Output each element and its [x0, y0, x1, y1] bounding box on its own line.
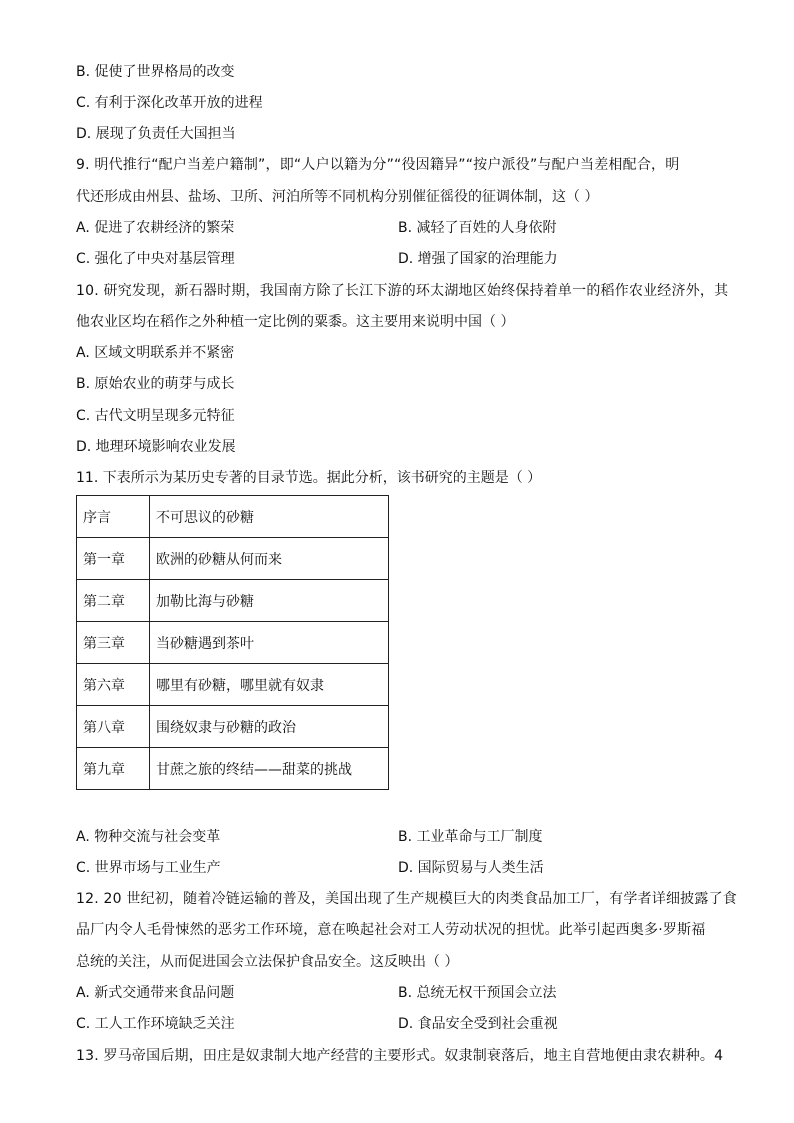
chapter-title: 当砂糖遇到茶叶	[150, 622, 389, 664]
chapter-label: 第二章	[77, 580, 150, 622]
q11-option-c: C. 世界市场与工业生产	[76, 860, 221, 876]
table-row	[77, 622, 389, 664]
chapter-title: 哪里有砂糖，哪里就有奴隶	[150, 664, 389, 706]
chapter-title: 欧洲的砂糖从何而来	[150, 538, 389, 580]
q11-option-d: D. 国际贸易与人类生活	[398, 860, 544, 876]
q12-option-c: C. 工人工作环境缺乏关注	[76, 1016, 235, 1032]
table-row	[77, 748, 389, 790]
table-row	[77, 664, 389, 706]
chapter-label: 第一章	[77, 538, 150, 580]
q13-stem-line1: 13. 罗马帝国后期，田庄是奴隶制大地产经营的主要形式。奴隶制衰落后，地主自营地便由隶农耕种。4	[76, 1048, 724, 1064]
q9-stem-line2: 代还形成由州县、盐场、卫所、河泊所等不同机构分别催征徭役的征调体制，这（ ）	[76, 189, 599, 205]
chapter-title: 不可思议的砂糖	[150, 496, 389, 538]
chapter-label: 第三章	[77, 622, 150, 664]
table-row	[77, 496, 389, 538]
table-row	[77, 538, 389, 580]
q8-option-b: B. 促使了世界格局的改变	[76, 64, 235, 80]
chapter-title: 围绕奴隶与砂糖的政治	[150, 706, 389, 748]
chapter-label: 第九章	[77, 748, 150, 790]
q12-stem-line2: 品厂内令人毛骨悚然的恶劣工作环境，意在唤起社会对工人劳动状况的担忧。此举引起西奥多·罗斯福	[76, 922, 706, 938]
q12-stem-line1: 12. 20 世纪初，随着冷链运输的普及，美国出现了生产规模巨大的肉类食品加工厂，有学者详细披露了食	[76, 891, 737, 907]
chapter-label: 第八章	[77, 706, 150, 748]
q9-option-d: D. 增强了国家的治理能力	[398, 251, 558, 267]
q12-stem-line3: 总统的关注，从而促进国会立法保护食品安全。这反映出（ ）	[76, 954, 459, 970]
q10-option-b: B. 原始农业的萌芽与成长	[76, 376, 235, 392]
q9-option-c: C. 强化了中央对基层管理	[76, 251, 235, 267]
q12-option-b: B. 总统无权干预国会立法	[398, 985, 557, 1001]
q11-option-b: B. 工业革命与工厂制度	[398, 829, 543, 845]
q9-option-b: B. 减轻了百姓的人身依附	[398, 220, 557, 236]
q10-option-a: A. 区域文明联系并不紧密	[76, 345, 235, 361]
table-of-contents	[76, 495, 389, 790]
chapter-title: 甘蔗之旅的终结——甜菜的挑战	[150, 748, 389, 790]
chapter-label: 第六章	[77, 664, 150, 706]
table-row	[77, 706, 389, 748]
q10-stem-line2: 他农业区均在稻作之外种植一定比例的粟黍。这主要用来说明中国（ ）	[76, 314, 515, 330]
q11-option-a: A. 物种交流与社会变革	[76, 829, 221, 845]
chapter-title: 加勒比海与砂糖	[150, 580, 389, 622]
q8-option-c: C. 有利于深化改革开放的进程	[76, 95, 263, 111]
q9-stem-line1: 9. 明代推行“配户当差户籍制”，即“人户以籍为分”“役因籍异”“按户派役”与配户当差相配合，明	[76, 157, 680, 173]
q10-stem-line1: 10. 研究发现，新石器时期，我国南方除了长江下游的环太湖地区始终保持着单一的稻作农业经济外，其	[76, 283, 729, 299]
q9-option-a: A. 促进了农耕经济的繁荣	[76, 220, 235, 236]
table-row	[77, 580, 389, 622]
q12-option-a: A. 新式交通带来食品问题	[76, 985, 235, 1001]
q8-option-d: D. 展现了负责任大国担当	[76, 126, 236, 142]
q11-stem: 11. 下表所示为某历史专著的目录节选。据此分析，该书研究的主题是（ ）	[76, 470, 542, 486]
q10-option-c: C. 古代文明呈现多元特征	[76, 408, 235, 424]
chapter-label: 序言	[77, 496, 150, 538]
q10-option-d: D. 地理环境影响农业发展	[76, 439, 236, 455]
q12-option-d: D. 食品安全受到社会重视	[398, 1016, 558, 1032]
